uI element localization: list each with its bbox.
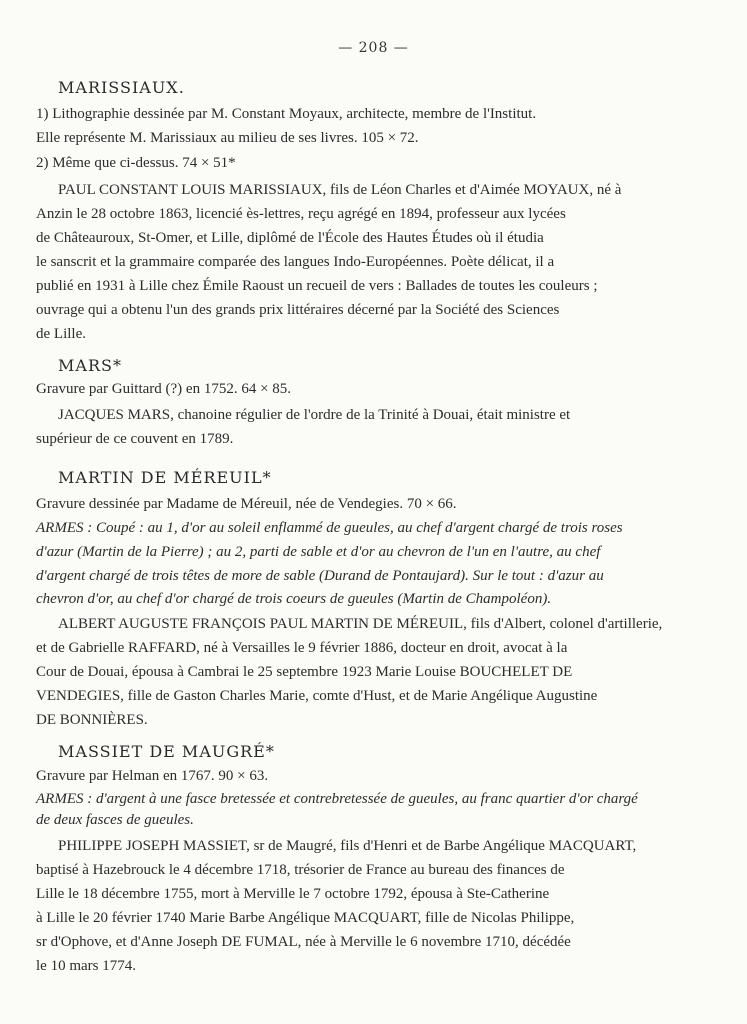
text-line: Lille le 18 décembre 1755, mort à Merville le 7 octobre 1792, épousa à Ste-Catherine [36, 886, 550, 902]
text-line: PAUL CONSTANT LOUIS MARISSIAUX, fils de Léon Charles et d'Aimée MOYAUX, né à [58, 182, 622, 198]
text-line: de deux fasces de gueules. [36, 812, 194, 828]
text-line: publié en 1931 à Lille chez Émile Raoust un recueil de vers : Ballades de toutes les couleurs ; [36, 278, 598, 294]
text-line: chevron d'or, au chef d'or chargé de trois coeurs de gueules (Martin de Champoléon). [36, 591, 552, 607]
text-line: Elle représente M. Marissiaux au milieu de ses livres. 105 × 72. [36, 130, 419, 146]
text-line: le sanscrit et la grammaire comparée des langues Indo-Européennes. Poète délicat, il a [36, 254, 555, 270]
text-line: le 10 mars 1774. [36, 958, 136, 974]
text-line: sr d'Ophove, et d'Anne Joseph DE FUMAL, née à Merville le 6 novembre 1710, décédée [36, 934, 571, 950]
text-line: 2) Même que ci-dessus. 74 × 51* [36, 155, 236, 171]
text-line: DE BONNIÈRES. [36, 712, 148, 728]
text-line: ARMES : d'argent à une fasce bretessée et contrebretessée de gueules, au franc quartier d'or chargé [36, 791, 638, 807]
text-line: Cour de Douai, épousa à Cambrai le 25 septembre 1923 Marie Louise BOUCHELET DE [36, 664, 573, 680]
text-line: ouvrage qui a obtenu l'un des grands prix littéraires décerné par la Société des Sciences [36, 302, 560, 318]
entry-heading-martin-de-mereuil: MARTIN DE MÉREUIL* [58, 468, 272, 487]
text-line: d'argent chargé de trois têtes de more de sable (Durand de Pontaujard). Sur le tout : d'azur au [36, 568, 604, 584]
text-line: ALBERT AUGUSTE FRANÇOIS PAUL MARTIN DE MÉREUIL, fils d'Albert, colonel d'artillerie, [58, 616, 663, 632]
entry-heading-massiet-de-maugre: MASSIET DE MAUGRÉ* [58, 742, 275, 761]
text-line: ARMES : Coupé : au 1, d'or au soleil enflammé de gueules, au chef d'argent chargé de trois roses [36, 520, 623, 536]
text-line: VENDEGIES, fille de Gaston Charles Marie, comte d'Hust, et de Marie Angélique Augustine [36, 688, 598, 704]
entry-heading-mars: MARS* [58, 356, 122, 375]
text-line: et de Gabrielle RAFFARD, né à Versailles le 9 février 1886, docteur en droit, avocat à la [36, 640, 568, 656]
text-line: de Lille. [36, 326, 86, 342]
text-line: supérieur de ce couvent en 1789. [36, 431, 234, 447]
page-number: — 208 — [338, 40, 409, 56]
text-line: baptisé à Hazebrouck le 4 décembre 1718, trésorier de France au bureau des finances de [36, 862, 565, 878]
text-line: d'azur (Martin de la Pierre) ; au 2, parti de sable et d'or au chevron de l'un en l'autre, au chef [36, 544, 601, 560]
text-line: PHILIPPE JOSEPH MASSIET, sr de Maugré, fils d'Henri et de Barbe Angélique MACQUART, [58, 838, 637, 854]
text-line: à Lille le 20 février 1740 Marie Barbe Angélique MACQUART, fille de Nicolas Philippe, [36, 910, 575, 926]
text-line: 1) Lithographie dessinée par M. Constant Moyaux, architecte, membre de l'Institut. [36, 106, 537, 122]
text-line: Anzin le 28 octobre 1863, licencié ès-lettres, reçu agrégé en 1894, professeur aux lycées [36, 206, 566, 222]
text-line: JACQUES MARS, chanoine régulier de l'ordre de la Trinité à Douai, était ministre et [58, 407, 571, 423]
entry-heading-marissiaux: MARISSIAUX. [58, 78, 185, 97]
text-line: Gravure par Helman en 1767. 90 × 63. [36, 768, 269, 784]
text-line: de Châteauroux, St-Omer, et Lille, diplômé de l'École des Hautes Études où il étudia [36, 230, 544, 246]
text-line: Gravure dessinée par Madame de Méreuil, née de Vendegies. 70 × 66. [36, 496, 457, 512]
text-line: Gravure par Guittard (?) en 1752. 64 × 85. [36, 381, 292, 397]
